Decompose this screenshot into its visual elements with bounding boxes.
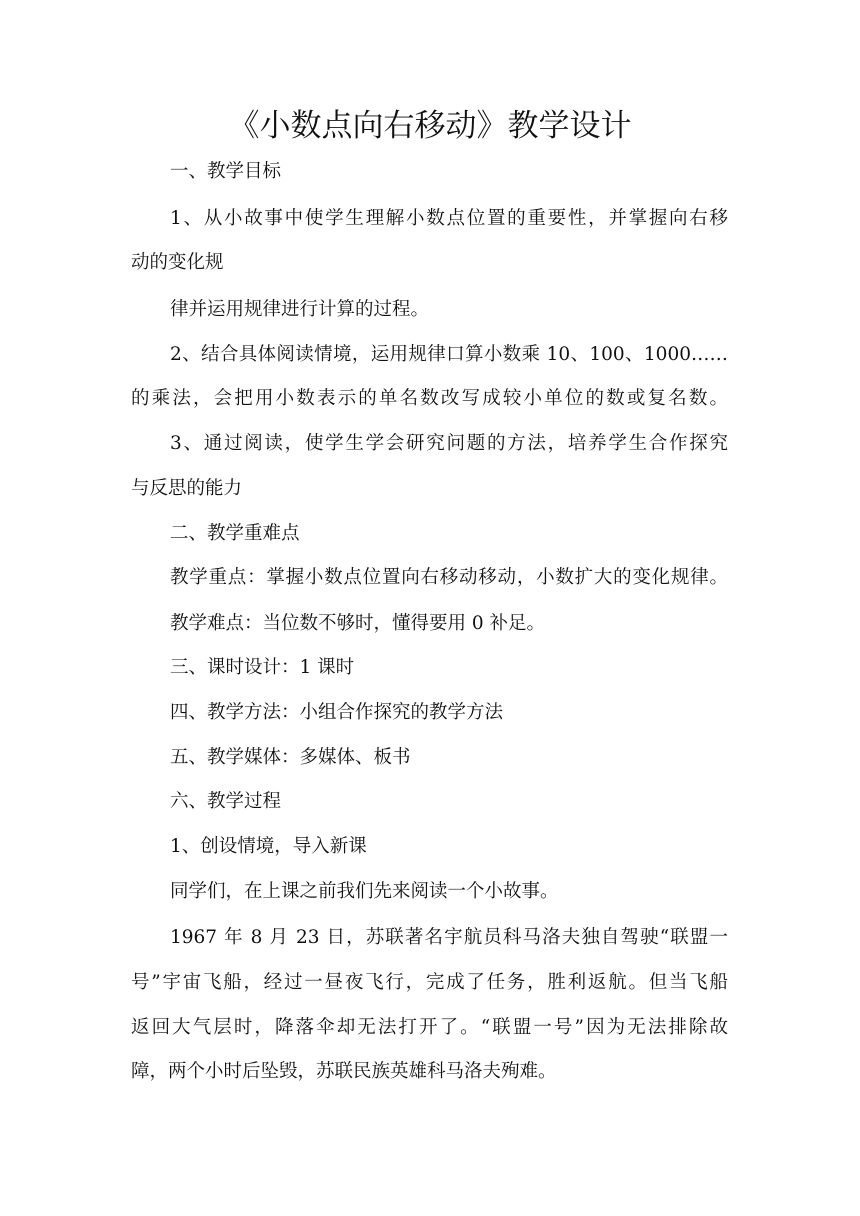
objective-2-line-1: 2、结合具体阅读情境，运用规律口算小数乘 10、100、1000…… [170, 344, 728, 365]
objective-1-line-1: 1、从小故事中使学生理解小数点位置的重要性，并掌握向右移 [170, 208, 728, 229]
section-heading-media: 五、教学媒体：多媒体、板书 [170, 747, 411, 768]
objective-2-line-2: 的乘法，会把用小数表示的单名数改写成较小单位的数或复名数。 [131, 388, 728, 409]
story-line-3: 返回大气层时，降落伞却无法打开了。“联盟一号”因为无法排除故 [131, 1017, 728, 1038]
objective-3-line-1: 3、通过阅读，使学生学会研究问题的方法，培养学生合作探究 [170, 433, 728, 454]
story-line-1: 1967 年 8 月 23 日，苏联著名宇航员科马洛夫独自驾驶“联盟一 [170, 927, 728, 948]
objective-1-line-2: 动的变化规 [131, 252, 224, 273]
story-intro-text: 同学们，在上课之前我们先来阅读一个小故事。 [170, 881, 559, 902]
difficult-point-text: 教学难点：当位数不够时，懂得要用 0 补足。 [170, 613, 546, 634]
story-line-4: 障，两个小时后坠毁，苏联民族英雄科马洛夫殉难。 [131, 1061, 557, 1082]
section-heading-objectives: 一、教学目标 [170, 161, 282, 182]
document-title: 《小数点向右移动》教学设计 [228, 108, 632, 144]
section-heading-periods: 三、课时设计：1 课时 [170, 657, 355, 678]
section-heading-key-points: 二、教学重难点 [170, 523, 300, 544]
key-point-text: 教学重点：掌握小数点位置向右移动移动，小数扩大的变化规律。 [170, 567, 728, 588]
story-line-2: 号”宇宙飞船，经过一昼夜飞行，完成了任务，胜利返航。但当飞船 [131, 972, 728, 993]
process-step-1-heading: 1、创设情境，导入新课 [170, 836, 367, 857]
objective-3-line-2: 与反思的能力 [131, 478, 243, 499]
section-heading-process: 六、教学过程 [170, 791, 282, 812]
section-heading-methods: 四、教学方法：小组合作探究的教学方法 [170, 702, 504, 723]
objective-1-line-3: 律并运用规律进行计算的过程。 [170, 299, 430, 320]
